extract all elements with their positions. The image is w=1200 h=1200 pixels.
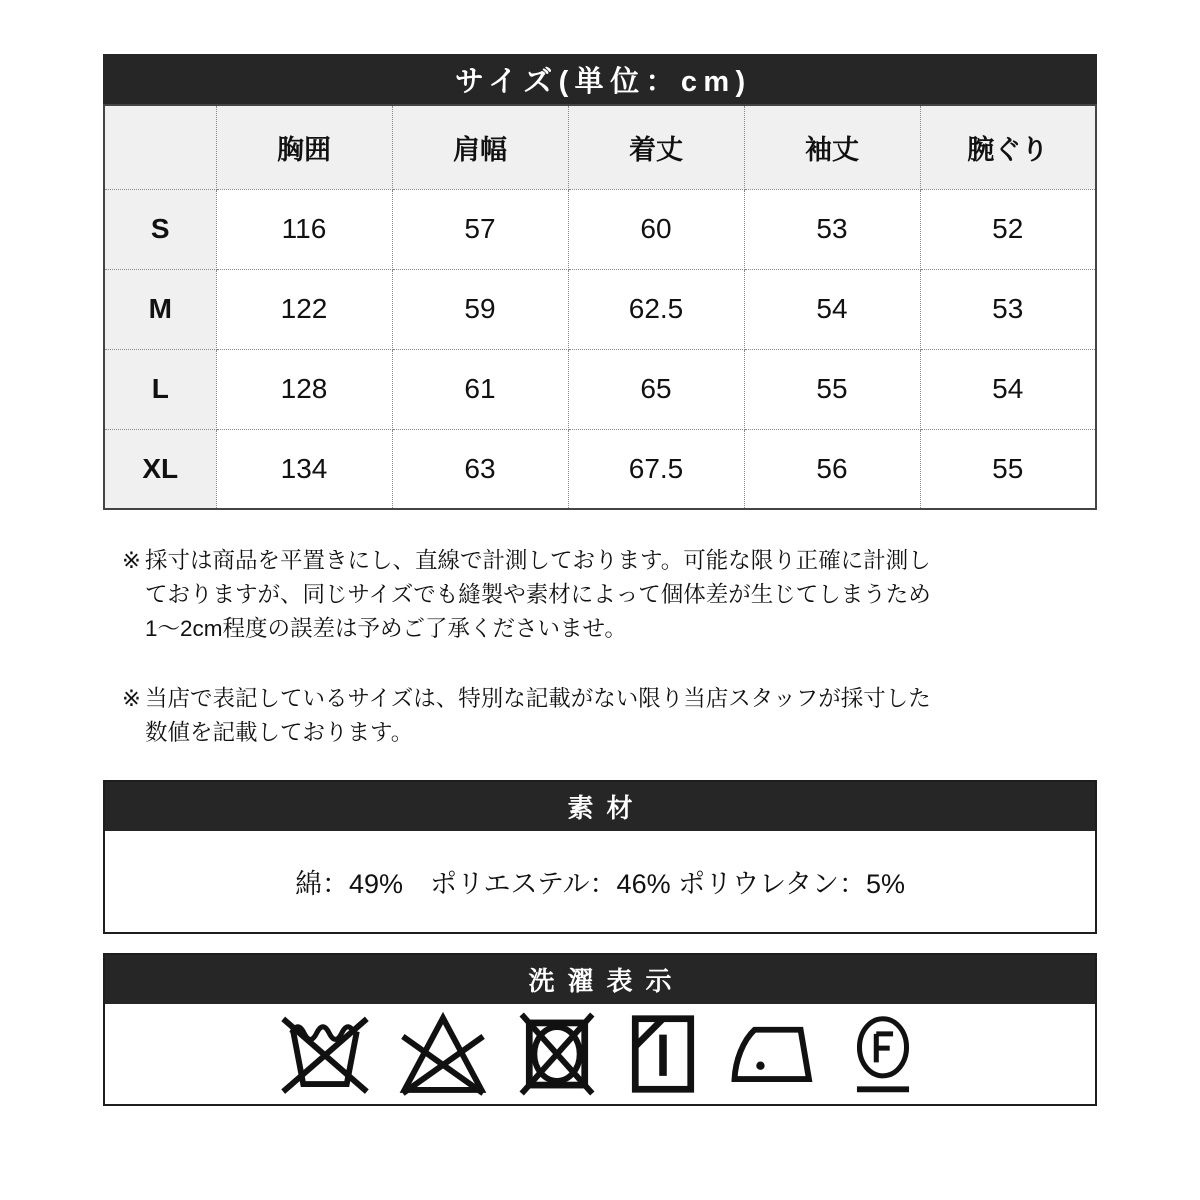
size-cell: 134 (216, 429, 392, 509)
size-row-l (104, 349, 1096, 429)
size-table-section (103, 54, 1097, 510)
size-cell: 54 (920, 349, 1096, 429)
size-row-s (104, 189, 1096, 269)
column-header-shoulder: 肩幅 (392, 105, 568, 189)
size-cell: 54 (744, 269, 920, 349)
corner-cell (104, 105, 216, 189)
size-cell: 56 (744, 429, 920, 509)
size-table-title: サイズ(単位：cm) (103, 54, 1097, 104)
size-cell: 60 (568, 189, 744, 269)
note-marker: ※ (122, 686, 141, 711)
size-row-m (104, 269, 1096, 349)
size-cell: 122 (216, 269, 392, 349)
size-cell: 55 (744, 349, 920, 429)
note-line: 数値を記載しております。 (145, 720, 414, 745)
iron-low-heat-icon (727, 1012, 819, 1096)
note-marker: ※ (122, 548, 141, 573)
notes (122, 544, 1082, 786)
material-title: 素材 (105, 782, 1095, 831)
size-table-header-row (104, 105, 1096, 189)
row-header-xl: XL (104, 429, 216, 509)
note-line: ておりますが、同じサイズでも縫製や素材によって個体差が生じてしまうため (145, 582, 931, 607)
note-line: 採寸は商品を平置きにし、直線で計測しております。可能な限り正確に計測し (145, 548, 931, 573)
laundry-section (103, 953, 1097, 1106)
size-cell: 128 (216, 349, 392, 429)
column-header-armhole: 腕ぐり (920, 105, 1096, 189)
size-cell: 61 (392, 349, 568, 429)
size-cell: 62.5 (568, 269, 744, 349)
column-header-sleeve: 袖丈 (744, 105, 920, 189)
size-cell: 63 (392, 429, 568, 509)
row-header-m: M (104, 269, 216, 349)
size-cell: 53 (744, 189, 920, 269)
line-dry-in-shade-icon (625, 1012, 701, 1096)
size-table (103, 104, 1097, 510)
size-cell: 59 (392, 269, 568, 349)
size-row-xl (104, 429, 1096, 509)
size-cell: 52 (920, 189, 1096, 269)
measurement-note-1 (122, 544, 1082, 646)
row-header-l: L (104, 349, 216, 429)
size-cell: 53 (920, 269, 1096, 349)
laundry-title: 洗濯表示 (105, 955, 1095, 1004)
do-not-wash-icon (279, 1012, 371, 1096)
size-cell: 57 (392, 189, 568, 269)
size-cell: 67.5 (568, 429, 744, 509)
column-header-length: 着丈 (568, 105, 744, 189)
dry-clean-f-icon (845, 1012, 921, 1096)
do-not-tumble-dry-icon (515, 1012, 599, 1096)
size-cell: 55 (920, 429, 1096, 509)
note-line: 当店で表記しているサイズは、特別な記載がない限り当店スタッフが採寸した (145, 686, 931, 711)
do-not-bleach-icon (397, 1012, 489, 1096)
material-content: 綿：49% ポリエステル：46% ポリウレタン：5% (294, 869, 906, 899)
measurement-note-2 (122, 682, 1082, 750)
size-cell: 116 (216, 189, 392, 269)
material-section (103, 780, 1097, 934)
column-header-chest: 胸囲 (216, 105, 392, 189)
row-header-s: S (104, 189, 216, 269)
note-line: 1〜2cm程度の誤差は予めご了承くださいませ。 (145, 616, 627, 641)
laundry-icons-row (105, 1004, 1095, 1104)
size-cell: 65 (568, 349, 744, 429)
